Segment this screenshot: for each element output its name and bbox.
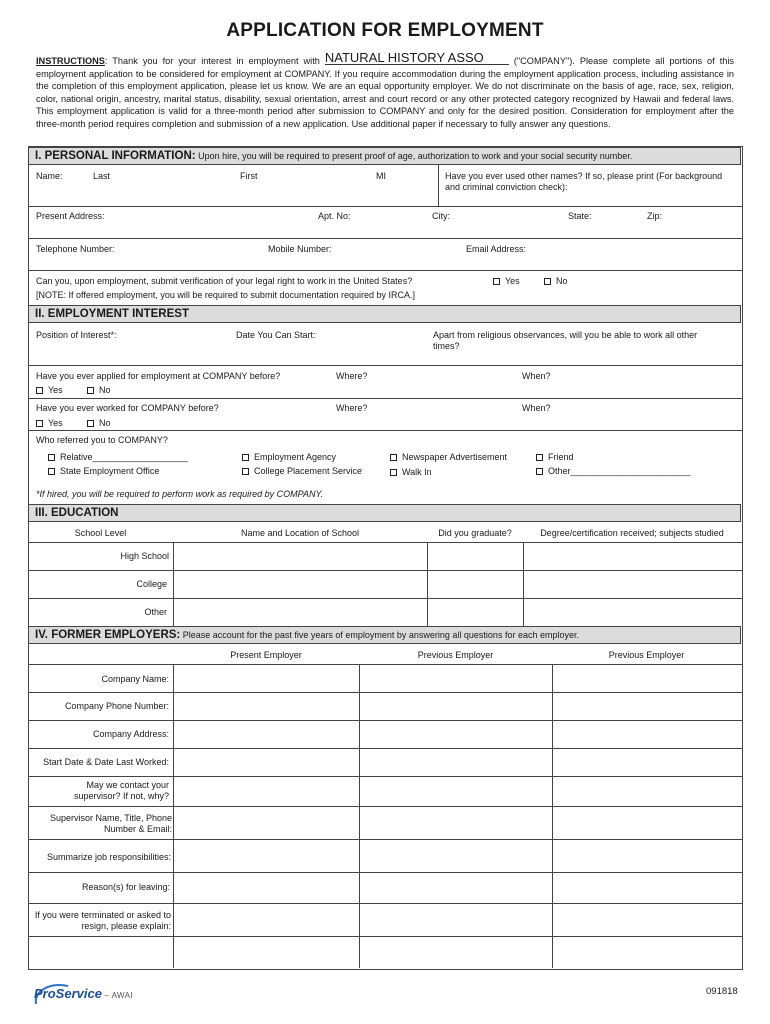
employer-row-contact: May we contact your supervisor? If not, why? xyxy=(73,780,169,801)
checkbox-icon[interactable] xyxy=(390,454,397,461)
referral-friend[interactable] xyxy=(536,452,574,463)
page-title: APPLICATION FOR EMPLOYMENT xyxy=(226,20,544,41)
divider xyxy=(28,872,743,873)
section-personal-title: I. PERSONAL INFORMATION: xyxy=(35,150,196,162)
referral-other[interactable] xyxy=(536,466,691,477)
instructions-body: ("COMPANY"). Please complete all portions of this employment application to be considered for employment at COMPANY. If you require accommodation during the employment application process, including assistance in the completion of this employment application, please let us know. We are an equal opportunity employer. We do not discriminate on the basis of age, race, sex, religion, color, national origin, ancestry, marital status, disability, sexual orientation, arrest and court record or any other protected category recognized by Hawaii and federal laws. This employment application is valid for a three-month period after submission to COMPANY and only for the desired position. Consideration for employment after the three-month period requires completion and submission of a new application. Use additional paper if necessary to fully answer any questions. xyxy=(36,56,734,129)
employer-row-supervisor: Supervisor Name, Title, Phone Number & Email: xyxy=(49,813,172,834)
other-names-label: Have you ever used other names? If so, please print (For background and criminal conviction check): xyxy=(445,171,723,192)
employer-row-reasons: Reason(s) for leaving: xyxy=(81,882,170,892)
email-label: Email Address: xyxy=(466,244,527,254)
employer-col-present: Present Employer xyxy=(230,650,302,660)
checkbox-icon[interactable] xyxy=(390,469,397,476)
divider xyxy=(28,903,743,904)
option-label: Walk In xyxy=(402,467,432,477)
employer-row-phone: Company Phone Number: xyxy=(64,701,169,711)
divider xyxy=(28,839,743,840)
verify-no-option[interactable] xyxy=(544,276,568,287)
work-verification-question: Can you, upon employment, submit verification of your legal right to work in the United States? xyxy=(36,276,413,286)
mobile-label: Mobile Number: xyxy=(268,244,332,254)
option-label: Yes xyxy=(48,385,63,395)
divider xyxy=(438,165,439,206)
city-label: City: xyxy=(432,211,450,221)
logo-suffix: – AWAI xyxy=(101,991,134,1000)
telephone-label: Telephone Number: xyxy=(36,244,115,254)
hired-note: *If hired, you will be required to perform work as required by COMPANY. xyxy=(36,489,324,499)
divider xyxy=(28,430,743,431)
instructions-paragraph xyxy=(36,52,734,131)
worked-yes-option[interactable] xyxy=(36,418,63,429)
employer-row-responsibilities: Summarize job responsibilities: xyxy=(46,852,171,862)
employer-row-company-name: Company Name: xyxy=(101,674,169,684)
divider xyxy=(552,664,553,968)
apt-label: Apt. No: xyxy=(318,211,351,221)
state-label: State: xyxy=(568,211,592,221)
section-employers-title: IV. FORMER EMPLOYERS: xyxy=(35,629,181,641)
worked-no-option[interactable] xyxy=(87,418,111,429)
option-label: Relative___________________ xyxy=(60,452,188,462)
work-verification-note: [NOTE: If offered employment, you will be required to submit documentation required by IRCA.] xyxy=(36,290,416,300)
referral-college[interactable] xyxy=(242,466,362,477)
edu-col-school-level: School Level xyxy=(74,528,127,538)
divider xyxy=(28,238,743,239)
divider xyxy=(427,542,428,626)
section-employers-heading xyxy=(28,626,741,644)
start-date-label: Date You Can Start: xyxy=(236,330,316,340)
section-education-heading xyxy=(28,504,741,522)
edu-col-graduated: Did you graduate? xyxy=(438,528,512,538)
option-label: Other________________________ xyxy=(548,466,691,476)
applied-yes-option[interactable] xyxy=(36,385,63,396)
option-label: Friend xyxy=(548,452,574,462)
checkbox-icon[interactable] xyxy=(87,420,94,427)
checkbox-icon[interactable] xyxy=(544,278,551,285)
divider xyxy=(523,542,524,626)
divider xyxy=(28,936,743,937)
divider xyxy=(28,542,743,543)
divider xyxy=(28,748,743,749)
divider xyxy=(28,570,743,571)
referred-question: Who referred you to COMPANY? xyxy=(36,435,168,445)
option-label: State Employment Office xyxy=(60,466,160,476)
employer-row-dates: Start Date & Date Last Worked: xyxy=(43,757,169,767)
worked-before-question: Have you ever worked for COMPANY before? xyxy=(36,403,219,413)
option-label: No xyxy=(99,385,111,395)
name-label: Name: xyxy=(36,171,63,181)
checkbox-icon[interactable] xyxy=(242,454,249,461)
option-label: Yes xyxy=(505,276,520,286)
divider xyxy=(28,365,743,366)
divider xyxy=(28,598,743,599)
logo-brand: ProService xyxy=(34,986,102,1001)
position-label: Position of Interest*: xyxy=(36,330,117,340)
divider xyxy=(173,542,174,626)
last-name-label: Last xyxy=(93,171,111,181)
divider xyxy=(28,206,743,207)
edu-col-school-name: Name and Location of School xyxy=(240,528,360,538)
zip-label: Zip: xyxy=(647,211,663,221)
form-number: 091818 xyxy=(706,986,738,997)
mi-label: MI xyxy=(376,171,386,181)
employer-row-terminated: If you were terminated or asked to resign, please explain: xyxy=(34,910,171,931)
checkbox-icon[interactable] xyxy=(36,387,43,394)
address-label: Present Address: xyxy=(36,211,105,221)
checkbox-icon[interactable] xyxy=(536,468,543,475)
divider xyxy=(28,776,743,777)
applied-no-option[interactable] xyxy=(87,385,111,396)
divider xyxy=(28,720,743,721)
option-label: Newspaper Advertisement xyxy=(402,452,508,462)
checkbox-icon[interactable] xyxy=(536,454,543,461)
divider xyxy=(28,692,743,693)
referral-walk-in[interactable] xyxy=(390,467,432,478)
employer-row-address: Company Address: xyxy=(92,729,169,739)
instructions-label: INSTRUCTIONS xyxy=(36,56,105,66)
option-label: Employment Agency xyxy=(254,452,337,462)
divider xyxy=(173,664,174,968)
edu-col-degree: Degree/certification received; subjects studied xyxy=(540,528,724,538)
checkbox-icon[interactable] xyxy=(87,387,94,394)
checkbox-icon[interactable] xyxy=(242,468,249,475)
divider xyxy=(28,806,743,807)
section-education-title: III. EDUCATION xyxy=(35,507,119,519)
divider xyxy=(28,664,743,665)
applied-when-label: When? xyxy=(522,371,551,381)
section-employers-note: Please account for the past five years of employment by answering all questions for each employer. xyxy=(180,630,579,640)
option-label: No xyxy=(99,418,111,428)
worked-where-label: Where? xyxy=(336,403,368,413)
option-label: No xyxy=(556,276,568,286)
employer-col-previous-1: Previous Employer xyxy=(417,650,494,660)
applied-before-question: Have you ever applied for employment at COMPANY before? xyxy=(36,371,281,381)
option-label: College Placement Service xyxy=(254,466,363,476)
worked-when-label: When? xyxy=(522,403,551,413)
section-employment-heading xyxy=(28,305,741,323)
edu-level-college: College xyxy=(136,579,167,589)
company-name-field[interactable]: NATURAL HISTORY ASSO xyxy=(325,52,509,65)
edu-level-high-school: High School xyxy=(120,551,169,561)
checkbox-icon[interactable] xyxy=(36,420,43,427)
section-personal-note: Upon hire, you will be required to present proof of age, authorization to work and your social security number. xyxy=(195,151,633,161)
section-employment-title: II. EMPLOYMENT INTEREST xyxy=(35,308,189,320)
first-name-label: First xyxy=(240,171,258,181)
option-label: Yes xyxy=(48,418,63,428)
applied-where-label: Where? xyxy=(336,371,368,381)
section-personal-heading xyxy=(28,147,741,165)
referral-relative[interactable] xyxy=(48,452,188,463)
checkbox-icon[interactable] xyxy=(493,278,500,285)
divider xyxy=(359,664,360,968)
referral-agency[interactable] xyxy=(242,452,336,463)
instructions-pre: : Thank you for your interest in employment with xyxy=(104,56,325,66)
divider xyxy=(28,270,743,271)
divider xyxy=(28,398,743,399)
verify-yes-option[interactable] xyxy=(493,276,520,287)
checkbox-icon[interactable] xyxy=(48,468,55,475)
checkbox-icon[interactable] xyxy=(48,454,55,461)
other-times-label: Apart from religious observances, will you be able to work all other times? xyxy=(433,330,698,351)
employer-col-previous-2: Previous Employer xyxy=(608,650,685,660)
edu-level-other: Other xyxy=(144,607,167,617)
referral-newspaper[interactable] xyxy=(390,452,507,463)
referral-state-office[interactable] xyxy=(48,466,159,477)
